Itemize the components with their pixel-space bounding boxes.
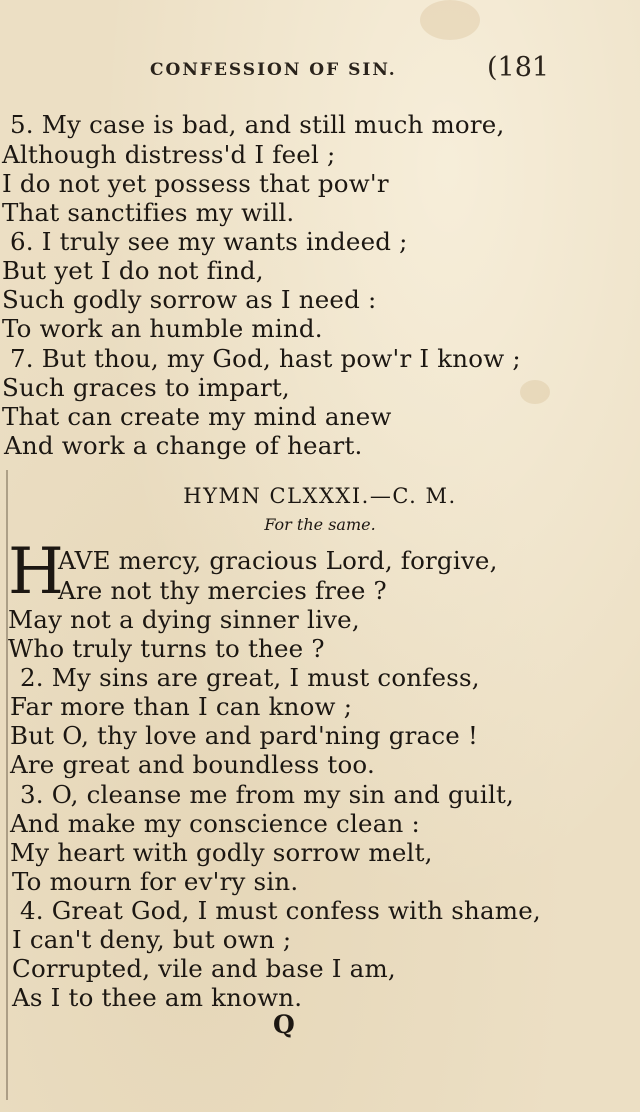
- verse-line: That can create my mind anew: [2, 402, 392, 431]
- verse-line: Far more than I can know ;: [10, 692, 353, 721]
- paper-stain: [520, 380, 550, 404]
- verse-line: Such godly sorrow as I need :: [2, 285, 377, 314]
- verse-line: But yet I do not find,: [2, 256, 264, 285]
- page-header: [0, 52, 640, 88]
- verse-line: And work a change of heart.: [4, 431, 363, 460]
- page-number: (181: [487, 52, 550, 83]
- verse-line: 5. My case is bad, and still much more,: [10, 110, 505, 139]
- verse-line: That sanctifies my will.: [2, 198, 295, 227]
- verse-line: I can't deny, but own ;: [12, 925, 292, 954]
- verse-line: 4. Great God, I must confess with shame,: [20, 896, 541, 925]
- verse-line: To work an humble mind.: [2, 314, 323, 343]
- running-head: CONFESSION OF SIN.: [150, 60, 397, 80]
- hymn-subtitle: For the same.: [264, 515, 376, 534]
- verse-line: To mourn for ev'ry sin.: [12, 867, 299, 896]
- verse-line: AVE mercy, gracious Lord, forgive,: [58, 546, 498, 575]
- verse-line: Are great and boundless too.: [10, 750, 375, 779]
- verse-line: My heart with godly sorrow melt,: [10, 838, 433, 867]
- verse-line: May not a dying sinner live,: [8, 605, 360, 634]
- verse-line: And make my conscience clean :: [10, 809, 420, 838]
- hymn-title: HYMN CLXXXI.—C. M.: [183, 484, 457, 508]
- paper-stain: [420, 0, 480, 40]
- signature-mark: Q: [273, 1010, 295, 1039]
- verse-line: Although distress'd I feel ;: [2, 140, 336, 169]
- verse-line: I do not yet possess that pow'r: [2, 169, 389, 198]
- verse-line: 6. I truly see my wants indeed ;: [10, 227, 408, 256]
- drop-cap: H: [8, 535, 64, 609]
- verse-line: Such graces to impart,: [2, 373, 290, 402]
- verse-line: Corrupted, vile and base I am,: [12, 954, 396, 983]
- verse-line: But O, thy love and pard'ning grace !: [10, 721, 479, 750]
- verse-line: Are not thy mercies free ?: [58, 576, 387, 605]
- verse-line: 7. But thou, my God, hast pow'r I know ;: [10, 344, 521, 373]
- verse-line: As I to thee am known.: [12, 983, 303, 1012]
- verse-line: Who truly turns to thee ?: [8, 634, 325, 663]
- verse-line: 2. My sins are great, I must confess,: [20, 663, 480, 692]
- verse-line: 3. O, cleanse me from my sin and guilt,: [20, 780, 515, 809]
